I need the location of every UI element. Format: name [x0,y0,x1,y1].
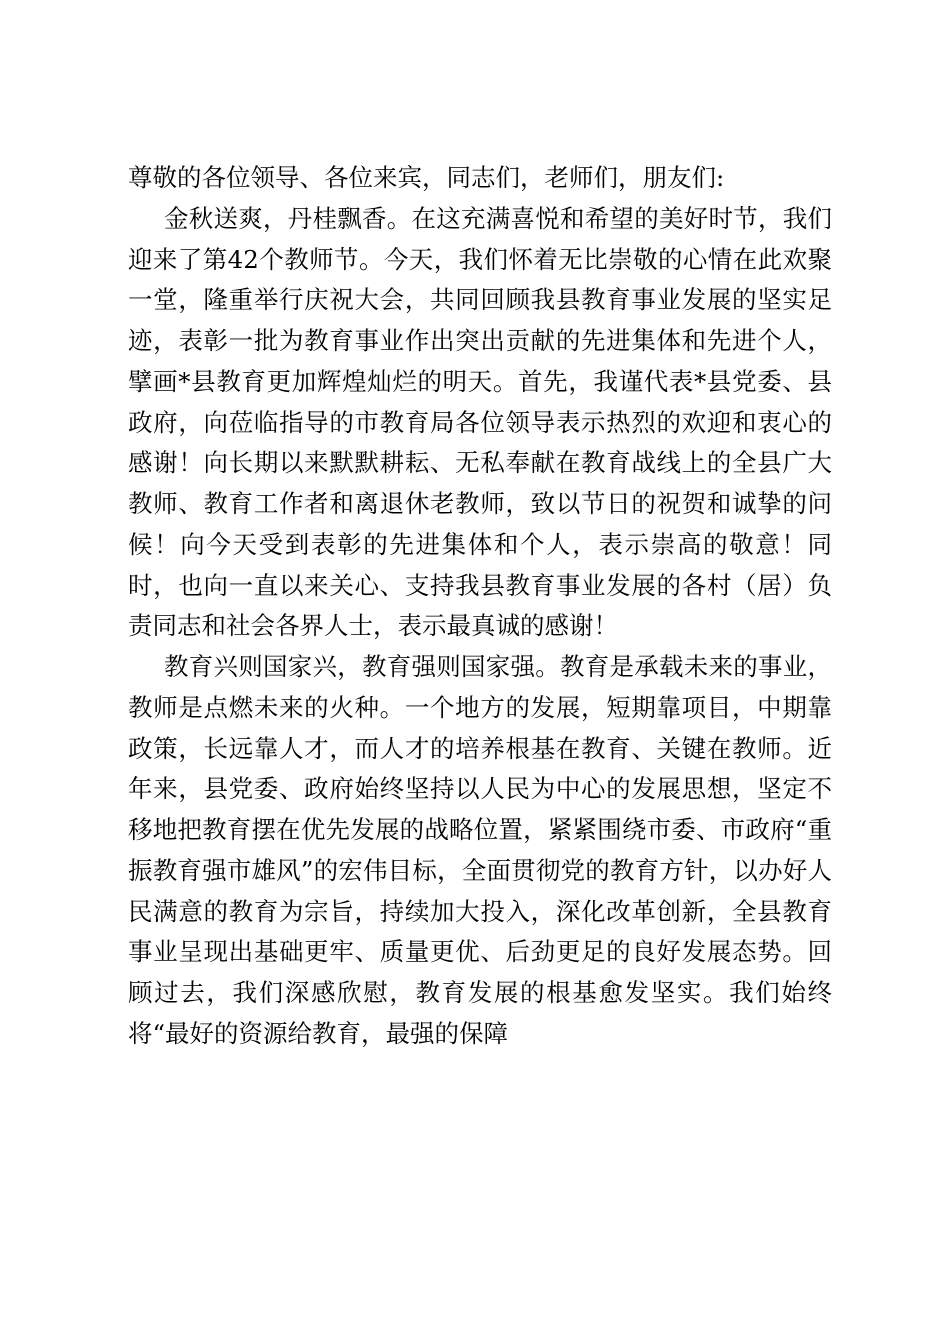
paragraph-opening: 金秋送爽，丹桂飘香。在这充满喜悦和希望的美好时节，我们迎来了第42个教师节。今天，我们怀着无比崇敬的心情在此欢聚一堂，隆重举行庆祝大会，共同回顾我县教育事业发展的坚实足迹，表彰一批为教育事业作出突出贡献的先进集体和先进个人，擘画*县教育更加辉煌灿烂的明天。首先，我谨代表*县党委、县政府，向莅临指导的市教育局各位领导表示热烈的欢迎和衷心的感谢！向长期以来默默耕耘、无私奉献在教育战线上的全县广大教师、教育工作者和离退休老教师，致以节日的祝贺和诚挚的问候！向今天受到表彰的先进集体和个人，表示崇高的敬意！同时，也向一直以来关心、支持我县教育事业发展的各村（居）负责同志和社会各界人士，表示最真诚的感谢！ [128,203,832,641]
salutation: 尊敬的各位领导、各位来宾，同志们，老师们，朋友们: [128,163,725,192]
paragraph-education: 教育兴则国家兴，教育强则国家强。教育是承载未来的事业，教师是点燃未来的火种。一个地方的发展，短期靠项目，中期靠政策，长远靠人才，而人才的培养根基在教育、关键在教师。近年来，县党委、政府始终坚持以人民为中心的发展思想，坚定不移地把教育摆在优先发展的战略位置，紧紧围绕市委、市政府“重振教育强市雄风”的宏伟目标，全面贯彻党的教育方针，以办好人民满意的教育为宗旨，持续加大投入，深化改革创新，全县教育事业呈现出基础更牢、质量更优、后劲更足的良好发展态势。回顾过去，我们深感欣慰，教育发展的根基愈发坚实。我们始终将“最好的资源给教育，最强的保障 [128,652,832,1048]
speech-text [128,158,832,1055]
